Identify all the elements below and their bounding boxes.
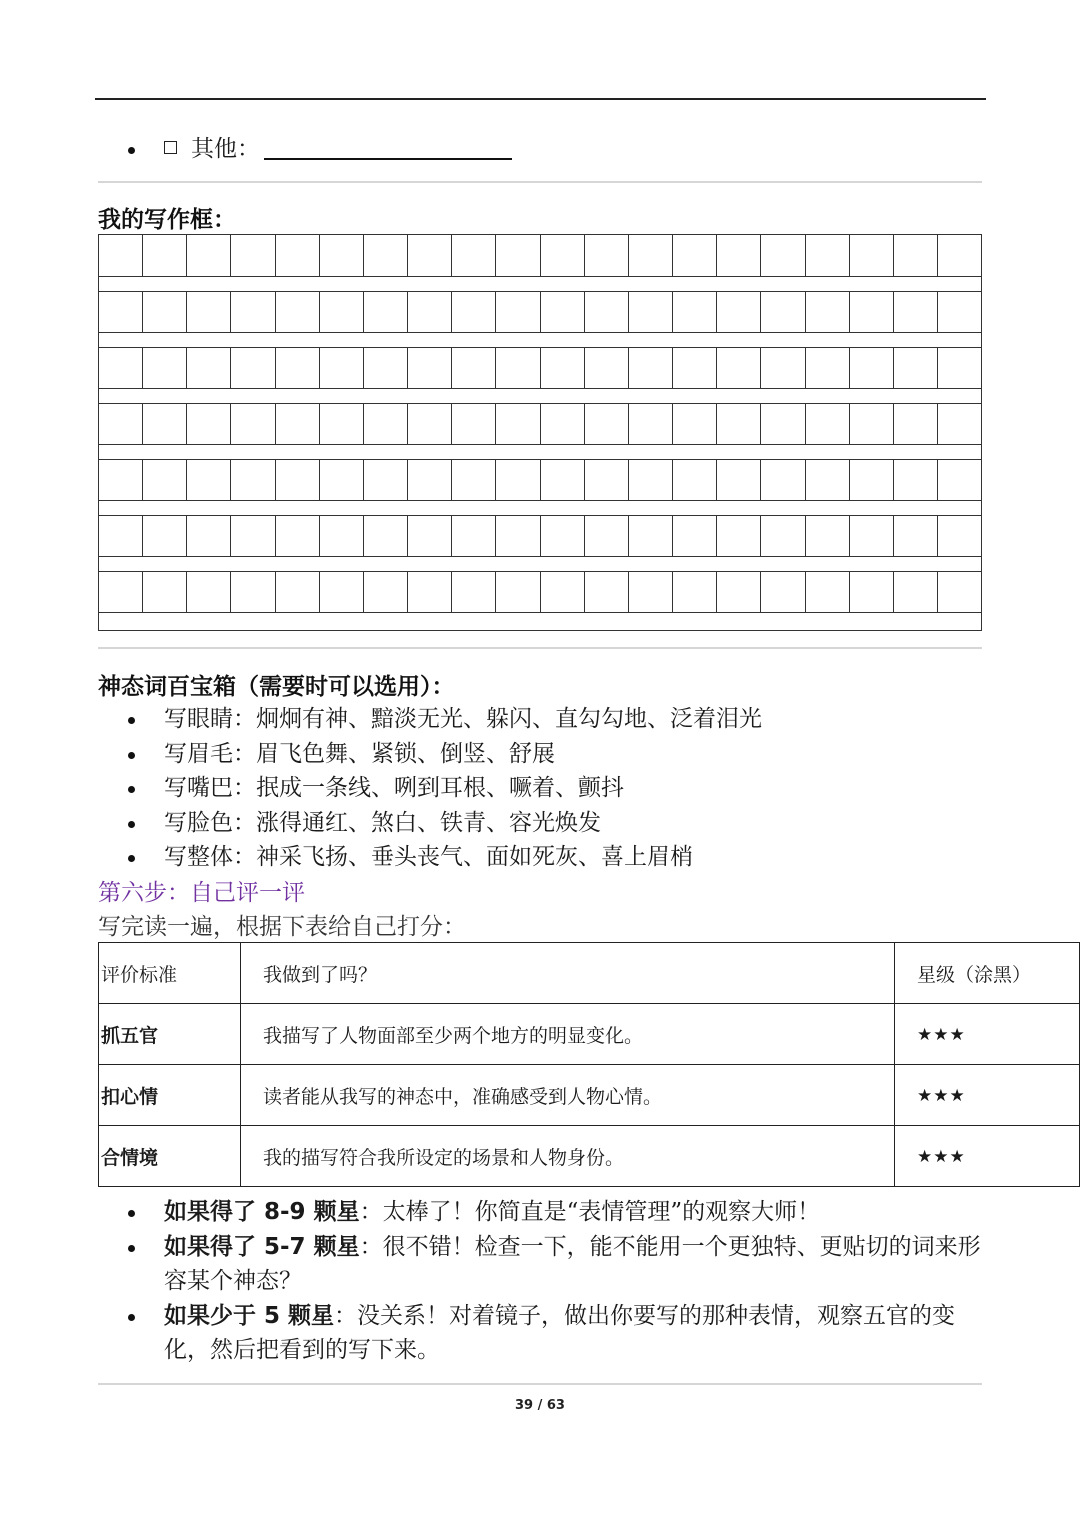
grid-cell[interactable] [717,459,761,500]
grid-cell[interactable] [806,347,850,388]
grid-cell[interactable] [717,571,761,612]
grid-cell[interactable] [761,515,805,556]
grid-cell[interactable] [408,403,452,444]
grid-cell[interactable] [541,571,585,612]
writing-grid[interactable] [98,234,982,631]
checkbox-icon[interactable] [164,141,177,154]
grid-cell[interactable] [364,571,408,612]
grid-cell[interactable] [496,571,540,612]
grid-cell[interactable] [320,291,364,332]
grid-cell[interactable] [673,515,717,556]
fill-in-blank[interactable] [264,134,512,160]
grid-cell[interactable] [231,515,275,556]
grid-cell[interactable] [320,347,364,388]
grid-cell[interactable] [496,515,540,556]
grid-cell[interactable] [276,459,320,500]
other-option [98,132,798,166]
grid-cell[interactable] [187,347,231,388]
grid-cell[interactable] [673,291,717,332]
star-rating[interactable]: ★★★ [917,1086,966,1106]
result-item [98,1195,988,1230]
divider [98,181,982,183]
step-six-intro: 写完读一遍，根据下表给自己打分： [98,914,466,940]
grid-cell[interactable] [99,571,143,612]
grid-cell[interactable] [541,235,585,276]
rubric-row [99,1126,1080,1187]
word-box-item: 写眼睛：炯炯有神、黯淡无光、躲闪、直勾勾地、泛着泪光 [98,702,978,737]
grid-cell[interactable] [673,403,717,444]
grid-cell[interactable] [496,291,540,332]
grid-cell[interactable] [673,347,717,388]
other-option-list [98,132,798,166]
grid-cell[interactable] [320,403,364,444]
grid-cell[interactable] [408,515,452,556]
grid-cell[interactable] [806,571,850,612]
grid-cell[interactable] [496,347,540,388]
grid-cell[interactable] [276,571,320,612]
grid-cell[interactable] [187,515,231,556]
grid-cell[interactable] [187,291,231,332]
grid-cell[interactable] [585,515,629,556]
grid-gap [99,556,981,572]
grid-cell[interactable] [806,403,850,444]
grid-cell[interactable] [850,515,894,556]
grid-cell[interactable] [364,403,408,444]
grid-cell[interactable] [276,235,320,276]
top-rule [95,98,986,100]
other-option-label: 其他： [191,136,260,162]
grid-cell[interactable] [541,347,585,388]
grid-cell[interactable] [496,459,540,500]
result-lead: 如果得了 8-9 颗星 [164,1199,360,1225]
grid-cell[interactable] [320,515,364,556]
word-box-item: 写整体：神采飞扬、垂头丧气、面如死灰、喜上眉梢 [98,840,978,875]
grid-gap [99,612,981,627]
grid-row [99,571,981,613]
grid-cell[interactable] [806,291,850,332]
grid-cell[interactable] [452,347,496,388]
star-rating[interactable]: ★★★ [917,1025,966,1045]
header-done: 我做到了吗？ [241,943,895,1004]
grid-cell[interactable] [143,235,187,276]
word-box-item: 写嘴巴：抿成一条线、咧到耳根、噘着、颤抖 [98,771,978,806]
grid-cell[interactable] [143,515,187,556]
grid-cell[interactable] [894,403,938,444]
header-criterion: 评价标准 [99,943,241,1004]
grid-cell[interactable] [585,571,629,612]
result-item [98,1230,988,1299]
grid-cell[interactable] [452,291,496,332]
grid-cell[interactable] [717,235,761,276]
grid-cell[interactable] [408,571,452,612]
grid-gap [99,276,981,292]
grid-cell[interactable] [938,571,981,612]
grid-cell[interactable] [717,291,761,332]
grid-cell[interactable] [320,459,364,500]
word-box-item: 写眉毛：眉飞色舞、紧锁、倒竖、舒展 [98,737,978,772]
grid-cell[interactable] [894,571,938,612]
grid-cell[interactable] [408,347,452,388]
grid-cell[interactable] [452,235,496,276]
rubric-criterion: 抓五官 [99,1004,241,1065]
grid-cell[interactable] [629,515,673,556]
grid-cell[interactable] [938,515,981,556]
grid-cell[interactable] [364,459,408,500]
grid-cell[interactable] [850,403,894,444]
grid-cell[interactable] [541,459,585,500]
grid-cell[interactable] [629,459,673,500]
grid-cell[interactable] [408,235,452,276]
grid-cell[interactable] [187,403,231,444]
grid-cell[interactable] [629,403,673,444]
result-text: ：太棒了！你简直是“表情管理”的观察大师！ [359,1199,821,1225]
grid-cell[interactable] [143,403,187,444]
grid-cell[interactable] [850,291,894,332]
grid-cell[interactable] [99,235,143,276]
grid-row [99,515,981,557]
grid-cell[interactable] [99,459,143,500]
grid-cell[interactable] [99,291,143,332]
grid-cell[interactable] [850,459,894,500]
grid-cell[interactable] [894,235,938,276]
rubric-description: 我描写了人物面部至少两个地方的明显变化。 [241,1004,895,1065]
rubric-criterion: 扣心情 [99,1065,241,1126]
grid-cell[interactable] [806,235,850,276]
rubric-row [99,1065,1080,1126]
grid-cell[interactable] [364,515,408,556]
grid-cell[interactable] [541,515,585,556]
grid-cell[interactable] [761,571,805,612]
grid-cell[interactable] [894,291,938,332]
grid-cell[interactable] [761,291,805,332]
grid-cell[interactable] [541,403,585,444]
header-stars: 星级（涂黑） [895,943,1080,1004]
grid-cell[interactable] [717,515,761,556]
word-box-list [98,702,978,875]
grid-cell[interactable] [894,459,938,500]
grid-row [99,403,981,445]
grid-cell[interactable] [496,403,540,444]
rubric-description: 读者能从我写的神态中，准确感受到人物心情。 [241,1065,895,1126]
grid-cell[interactable] [850,347,894,388]
grid-cell[interactable] [276,403,320,444]
writing-frame-title: 我的写作框： [98,207,236,233]
grid-gap [99,500,981,516]
grid-cell[interactable] [452,515,496,556]
grid-cell[interactable] [496,235,540,276]
grid-cell[interactable] [320,571,364,612]
grid-cell[interactable] [629,235,673,276]
grid-cell[interactable] [806,459,850,500]
grid-cell[interactable] [938,291,981,332]
grid-cell[interactable] [187,571,231,612]
grid-cell[interactable] [452,403,496,444]
grid-cell[interactable] [231,403,275,444]
star-rating[interactable]: ★★★ [917,1147,966,1167]
grid-cell[interactable] [806,515,850,556]
word-box-item: 写脸色：涨得通红、煞白、铁青、容光焕发 [98,806,978,841]
grid-cell[interactable] [673,571,717,612]
grid-row [99,291,981,333]
grid-cell[interactable] [938,459,981,500]
grid-cell[interactable] [673,459,717,500]
grid-cell[interactable] [761,235,805,276]
grid-gap [99,332,981,348]
grid-cell[interactable] [850,571,894,612]
grid-cell[interactable] [894,347,938,388]
result-item [98,1299,988,1368]
grid-cell[interactable] [673,235,717,276]
grid-cell[interactable] [364,347,408,388]
grid-cell[interactable] [629,291,673,332]
grid-cell[interactable] [231,347,275,388]
grid-cell[interactable] [231,291,275,332]
grid-cell[interactable] [761,403,805,444]
grid-row [99,235,981,277]
grid-cell[interactable] [99,403,143,444]
word-box-title: 神态词百宝箱（需要时可以选用）： [98,674,455,700]
grid-cell[interactable] [629,347,673,388]
grid-cell[interactable] [585,291,629,332]
rubric-row [99,1004,1080,1065]
grid-cell[interactable] [99,515,143,556]
grid-cell[interactable] [938,403,981,444]
grid-cell[interactable] [717,347,761,388]
page-number: 39 / 63 [515,1398,565,1413]
grid-cell[interactable] [143,347,187,388]
divider [98,1383,982,1385]
grid-cell[interactable] [231,235,275,276]
result-text: ：很不错！检查一下，能不能用一个更独特、更贴切的词来形容某个神态？ [164,1233,981,1294]
grid-cell[interactable] [938,235,981,276]
grid-cell[interactable] [99,347,143,388]
grid-cell[interactable] [717,403,761,444]
grid-cell[interactable] [231,459,275,500]
result-lead: 如果得了 5-7 颗星 [164,1233,360,1260]
result-list [98,1195,988,1368]
grid-cell[interactable] [143,459,187,500]
grid-cell[interactable] [541,291,585,332]
rubric-header-row [99,943,1080,1004]
grid-row [99,347,981,389]
grid-cell[interactable] [761,459,805,500]
grid-cell[interactable] [320,235,364,276]
grid-cell[interactable] [850,235,894,276]
grid-cell[interactable] [761,347,805,388]
rubric-description: 我的描写符合我所设定的场景和人物身份。 [241,1126,895,1187]
grid-cell[interactable] [585,347,629,388]
grid-cell[interactable] [187,459,231,500]
grid-cell[interactable] [276,291,320,332]
grid-cell[interactable] [629,571,673,612]
step-six-title: 第六步：自己评一评 [98,880,305,906]
grid-cell[interactable] [452,571,496,612]
grid-cell[interactable] [143,291,187,332]
grid-cell[interactable] [585,459,629,500]
grid-gap [99,388,981,404]
result-lead: 如果少于 5 颗星 [164,1302,335,1329]
grid-cell[interactable] [276,347,320,388]
grid-cell[interactable] [938,347,981,388]
grid-cell[interactable] [585,235,629,276]
divider [98,647,982,649]
grid-gap [99,444,981,460]
grid-row [99,459,981,501]
rubric-criterion: 合情境 [99,1126,241,1187]
grid-cell[interactable] [231,571,275,612]
grid-cell[interactable] [452,459,496,500]
rubric-table [98,942,1080,1187]
grid-cell[interactable] [143,571,187,612]
grid-cell[interactable] [364,291,408,332]
grid-cell[interactable] [364,235,408,276]
grid-cell[interactable] [276,515,320,556]
grid-cell[interactable] [187,235,231,276]
grid-cell[interactable] [408,459,452,500]
grid-cell[interactable] [585,403,629,444]
result-text: ：没关系！对着镜子，做出你要写的那种表情，观察五官的变化，然后把看到的写下来。 [164,1302,956,1363]
grid-cell[interactable] [894,515,938,556]
grid-cell[interactable] [408,291,452,332]
